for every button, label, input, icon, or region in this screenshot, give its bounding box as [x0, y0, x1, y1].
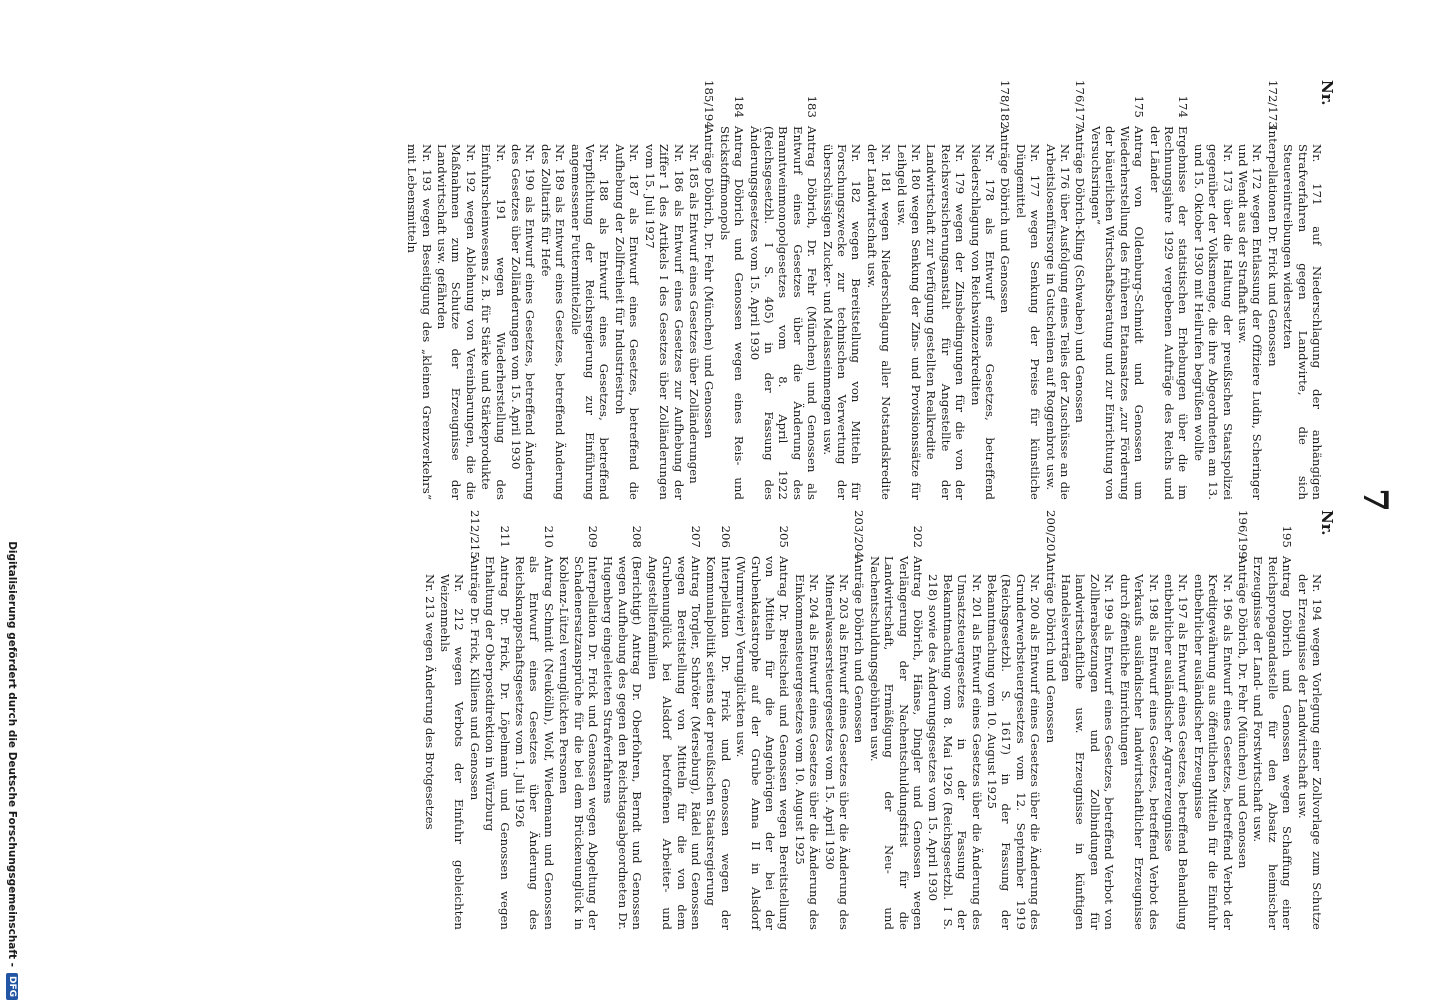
entry-text: Interpellation Dr. Frick und Genossen wegen der Kommunalpolitik seitens der preußischen Staatsregierung [704, 556, 733, 930]
list-entry [702, 80, 716, 500]
list-entry [467, 510, 481, 930]
entry-text: Anträge Döbrich, Dr. Fehr (München) und Genossen [1235, 556, 1250, 869]
list-entry [704, 510, 733, 930]
entry-text: Interpellationen Dr. Frick und Genossen [1265, 126, 1280, 367]
left-column [404, 80, 1324, 500]
entry-text: Nr. 176 über Ausfolgung eines Teiles der Zuschüsse an die Arbeitslosenfürsorge in Gutscheinen auf Roggenbrot usw. [1043, 144, 1073, 500]
entry-text: Nr. 213 wegen Änderung des Brotgesetzes [422, 574, 437, 830]
list-entry [1236, 510, 1250, 930]
list-entry [645, 510, 703, 930]
entry-number [926, 510, 984, 556]
entry-number: 183 [805, 95, 820, 118]
list-entry [438, 510, 467, 930]
entry-text: Nr. 187 als Entwurf eines Gesetzes, betreffend die Aufhebung der Zollfreiheit für Industriestroh [612, 144, 642, 500]
list-entry [1251, 510, 1294, 930]
entry-text: Nr. 204 als Entwurf eines Gesetzes über die Änderung des Einkommensteuergesetzes vom 10. August 1925 [792, 574, 822, 930]
list-entry [1013, 80, 1042, 500]
list-entry [924, 80, 967, 500]
list-entry [568, 80, 611, 500]
entry-number: 210 [541, 525, 556, 548]
entry-number [1043, 80, 1072, 126]
list-entry [822, 510, 851, 930]
list-entry [1162, 510, 1191, 930]
list-entry [1043, 80, 1072, 500]
entry-number [613, 80, 642, 126]
entry-number [1295, 510, 1324, 556]
entry-text: Anträge Döbrich-Kling (Schwaben) und Genossen [1073, 126, 1088, 423]
entry-number: 206 [718, 525, 733, 548]
list-entry [422, 510, 436, 930]
right-column [421, 510, 1324, 930]
list-entry [557, 510, 600, 930]
entry-number [1191, 80, 1234, 126]
entry-text: Ergebnisse der statistischen Erhebungen über die im Rechnungsjahre 1929 vergebenen Aufträge des Reichs und der Länder [1147, 126, 1191, 500]
list-entry [642, 80, 685, 500]
list-entry [509, 80, 538, 500]
entry-text: Antrag Döbrich und Genossen wegen eines Reis- und Stickstoffmonopols [717, 126, 747, 500]
entry-text: Nr. 173 über die Haltung der preußischen Staatspolizei gegenüber der Volksmenge, die ihre Abgeordneten am 13. und 15. Oktober 1930 mit Heilrufen begrüßen wollte [1191, 144, 1235, 500]
list-entry [613, 80, 642, 500]
entry-text: (Berichtigt) Antrag Dr. Oberfohren, Berndt und Genossen wegen Aufhebung des gegen den Reichstagsabgeordneten Dr. Hugenberg eingeleiteten Strafverfahrens [601, 556, 645, 930]
list-entry [1191, 80, 1234, 500]
footer [6, 0, 18, 1000]
footer-text: Digitalisierung gefördert durch die Deutsche Forschungsgemeinschaft - [6, 541, 18, 967]
entry-text: Nr. 181 wegen Niederschlagung aller Notstandskredite der Landwirtschaft usw. [864, 144, 894, 500]
entry-text: Nr. 199 als Entwurf eines Gesetzes, betreffend Verbot von Zollherabsetzungen und Zollbindungen für landwirtschaftliche usw. Erzeugnisse in künftigen Handelsverträgen [1059, 574, 1117, 930]
entry-number: 175 [1132, 95, 1147, 118]
entry-number [687, 80, 701, 126]
entry-text: Nr. 185 als Entwurf eines Gesetzes über Zolländerungen [686, 144, 701, 484]
list-entry [985, 510, 1043, 930]
entry-text: Nr. 194 wegen Vorlegung einer Zollvorlage zum Schutze der Erzeugnisse der Landwirtschaft usw. [1295, 574, 1324, 930]
entry-number: 207 [688, 525, 703, 548]
list-entry [867, 510, 925, 930]
list-entry [894, 80, 923, 500]
list-entry [435, 80, 478, 500]
entry-number [422, 510, 436, 556]
entry-text: Antrag von Oldenburg-Schmidt und Genossen um Wiederherstellung des früheren Etatansatzes „zur Förderung der bäuerlichen Wirtschaftsberatung und zur Einrichtung von Versuchsringen“ [1088, 126, 1147, 500]
entry-text: Nr. 190 als Entwurf eines Gesetzes, betreffend Änderung des Gesetzes über Zolländerungen vom 15. April 1930 [509, 144, 538, 500]
entry-text: Nr. 172 wegen Entlassung der Offiziere Ludin, Scheringer und Wendt aus der Strafhaft usw. [1235, 144, 1265, 500]
entry-text: Nr. 186 als Entwurf eines Gesetzes zur Aufhebung der Ziffer 1 des Artikels I des Gesetzes über Zolländerungen vom 15. Juli 1927 [642, 144, 686, 500]
list-entry [1043, 510, 1057, 930]
entry-number [1013, 80, 1042, 126]
entry-text: Antrag Döbrich und Genossen wegen Schaffung einer Reichspropagandastelle für den Absatz heimischer Erzeugnisse der Land- und Forstwirtschaft usw. [1251, 556, 1295, 930]
entry-text: Nr. 197 als Entwurf eines Gesetzes, betreffend Behandlung entbehrlicher ausländischer Agrarerzeugnisse [1161, 574, 1191, 930]
entry-text: Anträge Döbrich, Dr. Fehr (München) und Genossen [702, 126, 717, 439]
entry-number: 200/201 [1043, 510, 1058, 559]
list-entry [483, 510, 512, 930]
entry-text: Interpellation Dr. Frick und Genossen wegen Abgeltung der Schadenersatzansprüche für die bei dem Brückenunglück in Koblenz-Lützel verunglückten Personen [557, 556, 601, 930]
entry-number: 209 [586, 525, 601, 548]
entry-text: Nr. 177 wegen Senkung der Preise für künstliche Düngemittel [1013, 144, 1043, 500]
entry-text: Nr. 200 als Entwurf eines Gesetzes über die Änderung des Grunderwerbsteuergesetzes vom 12. September 1919 (Reichsgesetzbl. S. 1617) in der Fassung der Bekanntmachung vom 10. August 1925 [985, 574, 1043, 930]
list-entry [968, 80, 997, 500]
entry-number [968, 80, 997, 126]
list-entry [1073, 80, 1087, 500]
entry-number: 202 [911, 525, 926, 548]
entry-text: Nr. 196 als Entwurf eines Gesetzes, betreffend Verbot der Kreditgewährung aus öffentlichen Mitteln für die Einfuhr entbehrlicher ausländischer Erzeugnisse [1191, 574, 1235, 930]
list-entry [820, 80, 863, 500]
list-entry [926, 510, 984, 930]
list-entry [405, 80, 434, 500]
entry-number [792, 510, 821, 556]
entry-number: 196/199 [1235, 510, 1250, 559]
entry-number [1191, 510, 1234, 556]
list-entry [1265, 80, 1279, 500]
entry-text: Nr. 182 wegen Bereitstellung von Mitteln für Forschungszwecke zur technischen Verwertung der überschüssigen Zucker- und Melasseinmengen usw. [820, 144, 864, 500]
entry-number [820, 80, 863, 126]
list-entry [1089, 80, 1147, 500]
entry-number [568, 80, 611, 126]
entry-text: Antrag Dr. Frick, Dr. Löpelmann und Genossen wegen Erhaltung der Oberpostdirektion in Würzburg [483, 556, 512, 930]
list-entry [998, 80, 1012, 500]
entry-text: Nr. 180 wegen Senkung der Zins- und Provisionssätze für Leihgeld usw. [894, 144, 924, 500]
entry-number [985, 510, 1043, 556]
entry-text: Anträge Döbrich und Genossen [998, 126, 1013, 314]
entry-number: 172/173 [1265, 80, 1280, 129]
entry-number [1236, 80, 1265, 126]
list-entry [1236, 80, 1265, 500]
list-entry [1059, 510, 1117, 930]
list-entry [1281, 80, 1324, 500]
entry-number [435, 80, 478, 126]
list-entry [852, 510, 866, 930]
entry-number [1162, 510, 1191, 556]
entry-text: Nr. 189 als Entwurf eines Gesetzes, betreffend Änderung des Zolltarifs für Hefe [538, 144, 568, 500]
entry-text: Nr. 193 wegen Beseitigung des „kleinen Grenzverkehrs“ mit Lebensmitteln [405, 144, 434, 500]
entry-text: Nr. 188 als Entwurf eines Gesetzes, betreffend Verpflichtung der Reichsregierung zur Einführung angemessener Futtermittelzölle [568, 144, 612, 500]
entry-text: Antrag Schmidt (Neukölln), Wolf, Wiedemann und Genossen als Entwurf eines Gesetzes über Änderung des Reichsknappschaftsgesetzes vom 1. Juli 1926 [513, 556, 556, 930]
list-entry [538, 80, 567, 500]
entry-number: 212/215 [467, 510, 482, 559]
entry-number: 174 [1176, 95, 1191, 118]
right-column-header: Nr. [1318, 510, 1336, 536]
list-entry [601, 510, 644, 930]
entry-text: Anträge Döbrich und Genossen [852, 556, 867, 744]
entry-number [509, 80, 538, 126]
entry-text: Nr. 171 auf Niederschlagung der anhängigen Strafverfahren gegen Landwirte, die sich Steuereintreibungen widersetzten [1281, 144, 1324, 500]
entry-text: Nr. 212 wegen Verbots der Einfuhr gebleichten Weizenmehls [438, 574, 467, 930]
entry-text: Nr. 203 als Entwurf eines Gesetzes über die Änderung des Mineralwassersteuergesetzes vom 15. April 1930 [822, 574, 851, 930]
entry-number: 178/182 [998, 80, 1013, 129]
entry-text: Nr. 198 als Entwurf eines Gesetzes, betreffend Verbot des Verkaufs ausländischer landwirtschaftlicher Erzeugnisse durch öffentliche Einrichtungen [1117, 574, 1161, 930]
list-entry [479, 80, 508, 500]
entry-number: 176/177 [1073, 80, 1088, 129]
entry-number [864, 80, 893, 126]
entry-text: Anträge Dr. Frick, Killiens und Genossen [467, 556, 482, 801]
entry-number: 184 [732, 95, 747, 118]
entry-text: Nr. 178 als Entwurf eines Gesetzes, betreffend Niederschlagung von Reichswinzerkrediten [968, 144, 998, 500]
entry-number [822, 510, 851, 556]
entry-number [894, 80, 923, 126]
list-entry [792, 510, 821, 930]
entry-text: Nr. 192 wegen Ablehnung von Vereinbarungen, die die Maßnahmen zum Schutze der Erzeugnisse der Landwirtschaft usw. gefährden [435, 144, 478, 500]
list-entry [1295, 510, 1324, 930]
list-entry [734, 510, 792, 930]
entry-number: 185/194 [702, 80, 717, 129]
entry-number [1059, 510, 1117, 556]
entry-number: 205 [777, 525, 792, 548]
entry-number: 211 [497, 525, 512, 548]
entry-text: Nr. 179 wegen der Zinsbedingungen für die von der Reichsversicherungsanstalt für Angestellte der Landwirtschaft zur Verfügung gestellten Realkredite [924, 144, 968, 500]
entry-number [538, 80, 567, 126]
list-entry [1117, 510, 1160, 930]
entry-text: Antrag Döbrich, Dr. Fehr (München) und Genossen als Entwurf eines Gesetzes über die Änderung des Branntweinmonopolgesetzes vom 8. April 1922 (Reichsgesetzbl. I S. 405) in der Fassung des Änderungsgesetzes vom 15. April 1930 [747, 126, 820, 500]
entry-text: Nr. 201 als Entwurf eines Gesetzes über die Änderung des Umsatzsteuergesetzes in der Fassung der Bekanntmachung vom 8. Mai 1926 (Reichsgesetzbl. I S. 218) sowie des Änderungsgesetzes vom 15. April 1930 [926, 574, 984, 930]
entry-text: Anträge Döbrich und Genossen [1043, 556, 1058, 744]
entry-number [924, 80, 967, 126]
dfg-logo: DFG [6, 973, 18, 1000]
entry-number: 195 [1280, 525, 1295, 548]
entry-number [479, 80, 508, 126]
list-entry [513, 510, 556, 930]
page-number: 7 [1355, 488, 1395, 512]
list-entry [717, 80, 746, 500]
entry-number: 208 [630, 525, 645, 548]
entry-text: Antrag Döbrich, Hänse, Dingler und Genossen wegen Verlängerung der Nachentschuldungsfrist für die Landwirtschaft, Ermäßigung der Neu- und Nachentschuldungsgebühren usw. [867, 556, 926, 930]
entry-number [1117, 510, 1160, 556]
entry-text: Antrag Torgler, Schröter (Merseburg), Rädel und Genossen wegen Bereitstellung von Mitteln für die von dem Grubenunglück bei Alsdorf betroffenen Arbeiter- und Angestelltenfamilien [645, 556, 703, 930]
list-entry [1147, 80, 1190, 500]
list-entry [864, 80, 893, 500]
list-entry [1191, 510, 1234, 930]
left-column-header: Nr. [1318, 80, 1336, 106]
list-entry [747, 80, 819, 500]
entry-number [1281, 80, 1324, 126]
list-entry [687, 80, 701, 500]
entry-number [642, 80, 685, 126]
entry-text: Antrag Dr. Breitscheid und Genossen wegen Bereitstellung von Mitteln für die Angehörigen der bei der Grubenkatastrophe auf der Grube Anna II in Alsdorf (Wurmrevier) Verunglückten usw. [734, 556, 792, 930]
entry-number [405, 80, 434, 126]
entry-text: Nr. 191 wegen Wiederherstellung des Einfuhrscheinwesens z. B. für Stärke und Stärkeprodukte [479, 144, 508, 500]
entry-number [438, 510, 467, 556]
entry-number: 203/204 [852, 510, 867, 559]
